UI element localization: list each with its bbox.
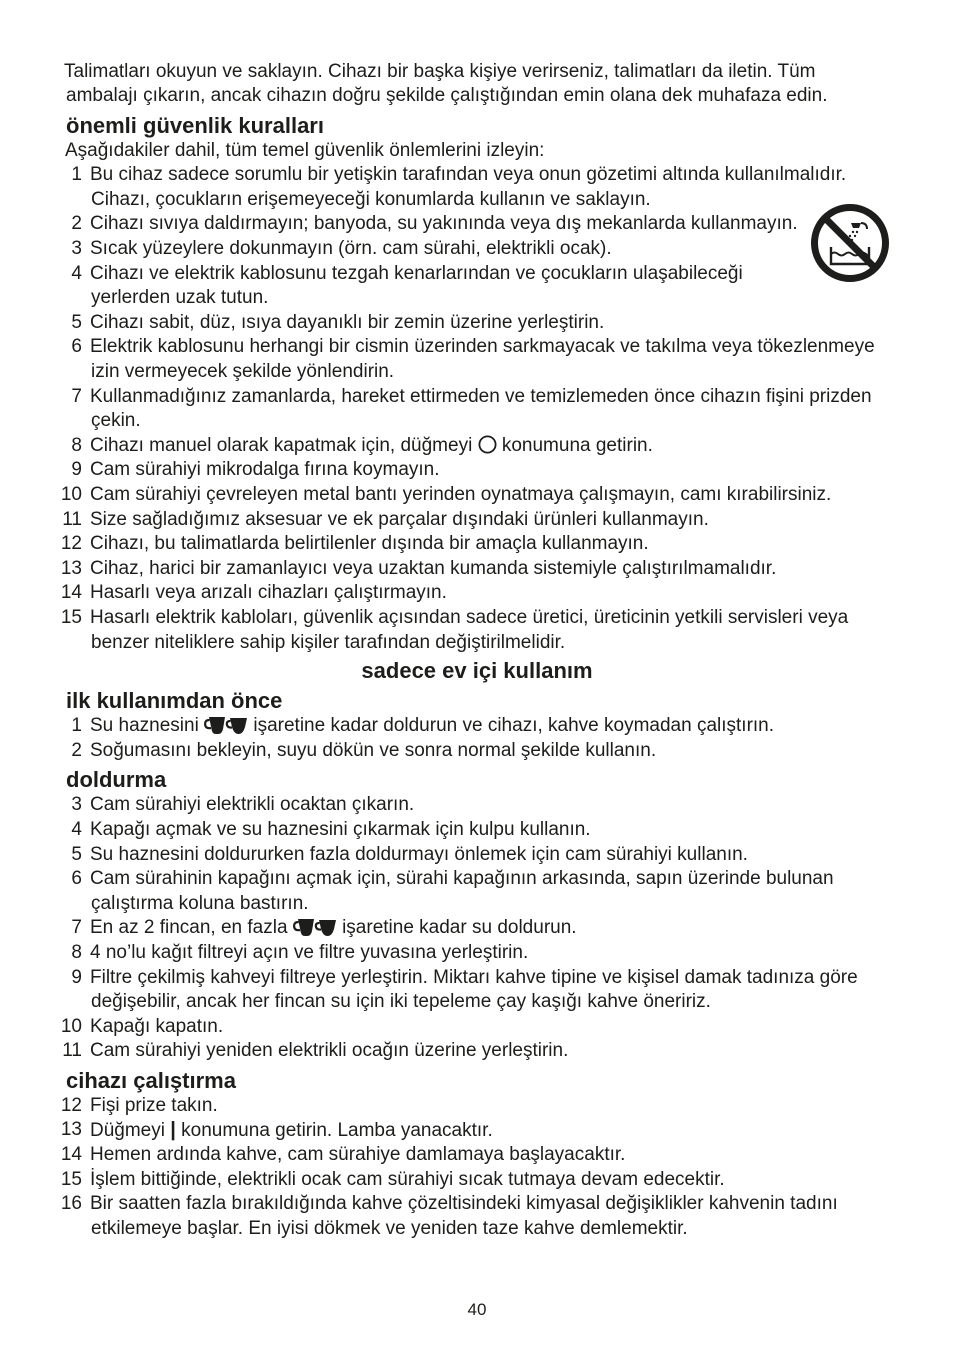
item-text	[90, 1168, 725, 1193]
item-number: 7	[71, 917, 82, 939]
item-text	[90, 867, 834, 916]
item-number: 4	[71, 262, 82, 284]
list-item	[0, 1094, 954, 1119]
item-line: Cihazı ve elektrik kablosunu tezgah kenarlarından ve çocukların ulaşabileceği	[90, 262, 743, 284]
list-item	[0, 867, 954, 916]
item-line: Elektrik kablosunu herhangi bir cismin üzerinden sarkmayacak ve takılma veya tökezlenmeye	[90, 336, 875, 358]
item-text	[90, 434, 653, 459]
item-line: Kullanmadığınız zamanlarda, hareket ettirmeden ve temizlemeden önce cihazın fişini prizden	[90, 385, 872, 407]
list-item	[0, 941, 954, 966]
item-line: Cam sürahiyi elektrikli ocaktan çıkarın.	[90, 794, 415, 816]
item-number: 15	[60, 1168, 82, 1190]
list-item	[0, 818, 954, 843]
page-number: 40	[467, 1300, 487, 1319]
item-text	[90, 581, 447, 606]
item-line	[90, 916, 577, 941]
section-heading-safety: önemli güvenlik kuralları	[66, 112, 324, 138]
item-line: benzer niteliklere sahip kişiler tarafından değiştirilmelidir.	[91, 631, 566, 653]
item-line: Size sağladığımız aksesuar ve ek parçalar dışındaki ürünleri kullanmayın.	[90, 508, 709, 530]
item-line: Cihazı sabit, düz, ısıya dayanıklı bir zemin üzerine yerleştirin.	[90, 311, 605, 333]
item-text-before: Cihazı manuel olarak kapatmak için, düğmeyi	[90, 434, 473, 456]
item-text-after: işaretine kadar su doldurun.	[342, 917, 577, 939]
item-text	[90, 1118, 493, 1143]
list-item	[0, 532, 954, 557]
item-line: Cam sürahinin kapağını açmak için, sürahi kapağının arkasında, sapın üzerinde bulunan	[90, 868, 834, 890]
item-text	[90, 1015, 223, 1040]
intro-paragraph	[0, 60, 954, 109]
item-number: 16	[60, 1193, 82, 1215]
item-text	[90, 237, 612, 262]
list-item	[0, 335, 954, 384]
item-text	[90, 458, 440, 483]
item-line: Cihazı, bu talimatlarda belirtilenler dışında bir amaçla kullanmayın.	[90, 533, 649, 555]
item-line: Cihazı, çocukların erişemeyeceği konumlarda kullanın ve saklayın.	[91, 188, 651, 210]
filling-list	[0, 793, 954, 1064]
item-text	[90, 843, 748, 868]
operation-list	[0, 1094, 954, 1242]
item-number: 14	[60, 1144, 82, 1166]
item-text	[90, 335, 875, 384]
item-number: 12	[60, 1094, 82, 1116]
item-text	[90, 483, 831, 508]
item-line	[90, 714, 774, 739]
item-line: etkilemeye başlar. En iyisi dökmek ve yeniden taze kahve demlemektir.	[91, 1217, 688, 1239]
list-item	[0, 311, 954, 336]
power-off-circle-icon	[478, 435, 497, 454]
item-number: 12	[60, 533, 82, 555]
cup-body	[319, 920, 336, 936]
item-line: Kapağı kapatın.	[90, 1015, 224, 1037]
item-text	[90, 916, 577, 941]
list-item	[0, 508, 954, 533]
list-item	[0, 714, 954, 739]
item-line	[90, 1118, 493, 1143]
power-on-symbol: |	[170, 1119, 176, 1142]
intro-line: ambalajı çıkarın, ancak cihazın doğru şekilde çalıştığından emin olana dek muhafaza edin.	[66, 85, 828, 107]
item-number: 15	[60, 606, 82, 628]
item-text	[90, 966, 858, 1015]
item-line: Hemen ardında kahve, cam sürahiye damlamaya başlayacaktır.	[90, 1144, 626, 1166]
list-item	[0, 434, 954, 459]
item-line: Hasarlı veya arızalı cihazları çalıştırmayın.	[90, 582, 447, 604]
item-line: Fişi prize takın.	[90, 1094, 218, 1116]
item-text	[90, 212, 798, 237]
cup-body	[298, 919, 314, 936]
item-number: 6	[71, 868, 82, 890]
item-line: Soğumasını bekleyin, suyu dökün ve sonra normal şekilde kullanın.	[90, 739, 657, 761]
item-text	[90, 532, 649, 557]
item-text	[90, 311, 604, 336]
list-item	[0, 606, 954, 655]
two-cups-mark-icon	[204, 715, 248, 735]
item-text	[90, 1143, 625, 1168]
item-number: 10	[60, 484, 82, 505]
list-item	[0, 1143, 954, 1168]
list-item	[0, 483, 954, 508]
item-line: Cihazı sıvıya daldırmayın; banyoda, su yakınında veya dış mekanlarda kullanmayın.	[90, 213, 798, 235]
item-line: Cam sürahiyi mikrodalga fırına koymayın.	[90, 459, 440, 481]
no-water-immersion-icon	[810, 203, 890, 283]
list-item	[0, 581, 954, 606]
item-text	[90, 1039, 568, 1064]
list-item	[0, 385, 954, 434]
item-line: yerlerden uzak tutun.	[91, 287, 269, 309]
item-text	[90, 163, 846, 212]
item-line: izin vermeyecek şekilde yönlendirin.	[91, 361, 395, 383]
item-text	[90, 385, 872, 434]
item-number: 7	[71, 385, 82, 407]
item-text	[90, 508, 709, 533]
list-item	[0, 793, 954, 818]
item-number: 9	[71, 459, 82, 481]
item-line: Bu cihaz sadece sorumlu bir yetişkin tarafından veya onun gözetimi altında kullanılmalıdır.	[90, 164, 847, 186]
list-item	[0, 557, 954, 582]
item-number: 6	[71, 336, 82, 358]
item-text	[90, 793, 414, 818]
item-text	[90, 818, 591, 843]
item-number: 8	[71, 434, 82, 456]
section-heading-filling: doldurma	[66, 767, 167, 793]
item-number: 1	[71, 164, 82, 186]
item-text	[90, 606, 848, 655]
list-item	[0, 739, 954, 764]
first-use-list	[0, 714, 954, 763]
section-heading-first-use: ilk kullanımdan önce	[66, 688, 283, 714]
item-text-after: konumuna getirin.	[501, 434, 653, 456]
item-number: 4	[71, 818, 82, 840]
item-number: 8	[71, 941, 82, 963]
item-text	[90, 1094, 218, 1119]
item-text-before: En az 2 fincan, en fazla	[90, 917, 288, 939]
list-item	[0, 458, 954, 483]
cup-body	[209, 717, 225, 734]
item-number: 3	[71, 238, 82, 260]
two-cups-mark-icon	[293, 917, 337, 937]
item-number: 5	[71, 311, 82, 333]
item-number: 2	[71, 213, 82, 235]
item-number: 9	[71, 966, 82, 988]
item-number: 11	[62, 508, 82, 530]
list-item	[0, 1039, 954, 1064]
off-circle	[479, 436, 495, 452]
item-number: 14	[60, 582, 82, 604]
item-text	[90, 557, 776, 582]
item-number: 11	[62, 1040, 82, 1062]
list-item	[0, 1118, 954, 1143]
list-item	[0, 1015, 954, 1040]
item-text	[90, 941, 528, 966]
item-line: Hasarlı elektrik kabloları, güvenlik açısından sadece üretici, üreticinin yetkili servisleri veya	[90, 606, 849, 628]
item-text	[90, 714, 774, 739]
item-line: İşlem bittiğinde, elektrikli ocak cam sürahiyi sıcak tutmaya devam edecektir.	[90, 1168, 725, 1190]
item-line: Kapağı açmak ve su haznesini çıkarmak için kulpu kullanın.	[90, 818, 591, 840]
item-line: 4 no’lu kağıt filtreyi açın ve filtre yuvasına yerleştirin.	[90, 941, 529, 963]
list-item	[0, 966, 954, 1015]
item-line: Cam sürahiyi yeniden elektrikli ocağın üzerine yerleştirin.	[90, 1040, 569, 1062]
item-number: 1	[71, 715, 82, 737]
item-line: çekin.	[91, 410, 141, 432]
item-line: Cam sürahiyi çevreleyen metal bantı yerinden oynatmaya çalışmayın, camı kırabilirsiniz.	[90, 484, 832, 505]
item-line: Sıcak yüzeylere dokunmayın (örn. cam sürahi, elektrikli ocak).	[90, 238, 612, 260]
item-text	[90, 262, 743, 311]
cup-body	[230, 718, 247, 734]
item-line: Filtre çekilmiş kahveyi filtreye yerleştirin. Miktarı kahve tipine ve kişisel damak tadınıza göre	[90, 966, 858, 988]
household-use-notice: sadece ev içi kullanım	[361, 658, 593, 684]
item-text-before: Su haznesini	[90, 715, 199, 737]
item-line: Cihaz, harici bir zamanlayıcı veya uzaktan kumanda sistemiyle çalıştırılmamalıdır.	[90, 557, 777, 579]
item-line: Bir saatten fazla bırakıldığında kahve çözeltisindeki kimyasal değişiklikler kahvenin tadını	[90, 1193, 838, 1215]
item-text-before: Düğmeyi	[90, 1120, 165, 1142]
item-number: 13	[60, 1119, 82, 1141]
item-text	[90, 1192, 838, 1241]
item-text-after: konumuna getirin. Lamba yanacaktır.	[181, 1120, 493, 1142]
item-number: 10	[60, 1015, 82, 1037]
item-line: çalıştırma koluna bastırın.	[91, 892, 309, 914]
item-number: 13	[60, 557, 82, 579]
section-heading-operation: cihazı çalıştırma	[66, 1067, 236, 1093]
safety-lead-text: Aşağıdakiler dahil, tüm temel güvenlik önlemlerini izleyin:	[65, 139, 545, 161]
item-line	[90, 434, 653, 459]
item-line: değişebilir, ancak her fincan su için iki tepeleme çay kaşığı kahve öneririz.	[91, 991, 711, 1013]
intro-line: Talimatları okuyun ve saklayın. Cihazı bir başka kişiye verirseniz, talimatları da iletin. Tüm	[64, 60, 816, 82]
item-line: Su haznesini doldururken fazla doldurmayı önlemek için cam sürahiyi kullanın.	[90, 843, 748, 865]
item-number: 3	[71, 794, 82, 816]
item-number: 2	[71, 739, 82, 761]
list-item	[0, 1168, 954, 1193]
item-number: 5	[71, 843, 82, 865]
item-text-after: işaretine kadar doldurun ve cihazı, kahve koymadan çalıştırın.	[253, 715, 775, 737]
list-item	[0, 843, 954, 868]
list-item	[0, 916, 954, 941]
list-item	[0, 1192, 954, 1241]
item-text	[90, 739, 656, 764]
